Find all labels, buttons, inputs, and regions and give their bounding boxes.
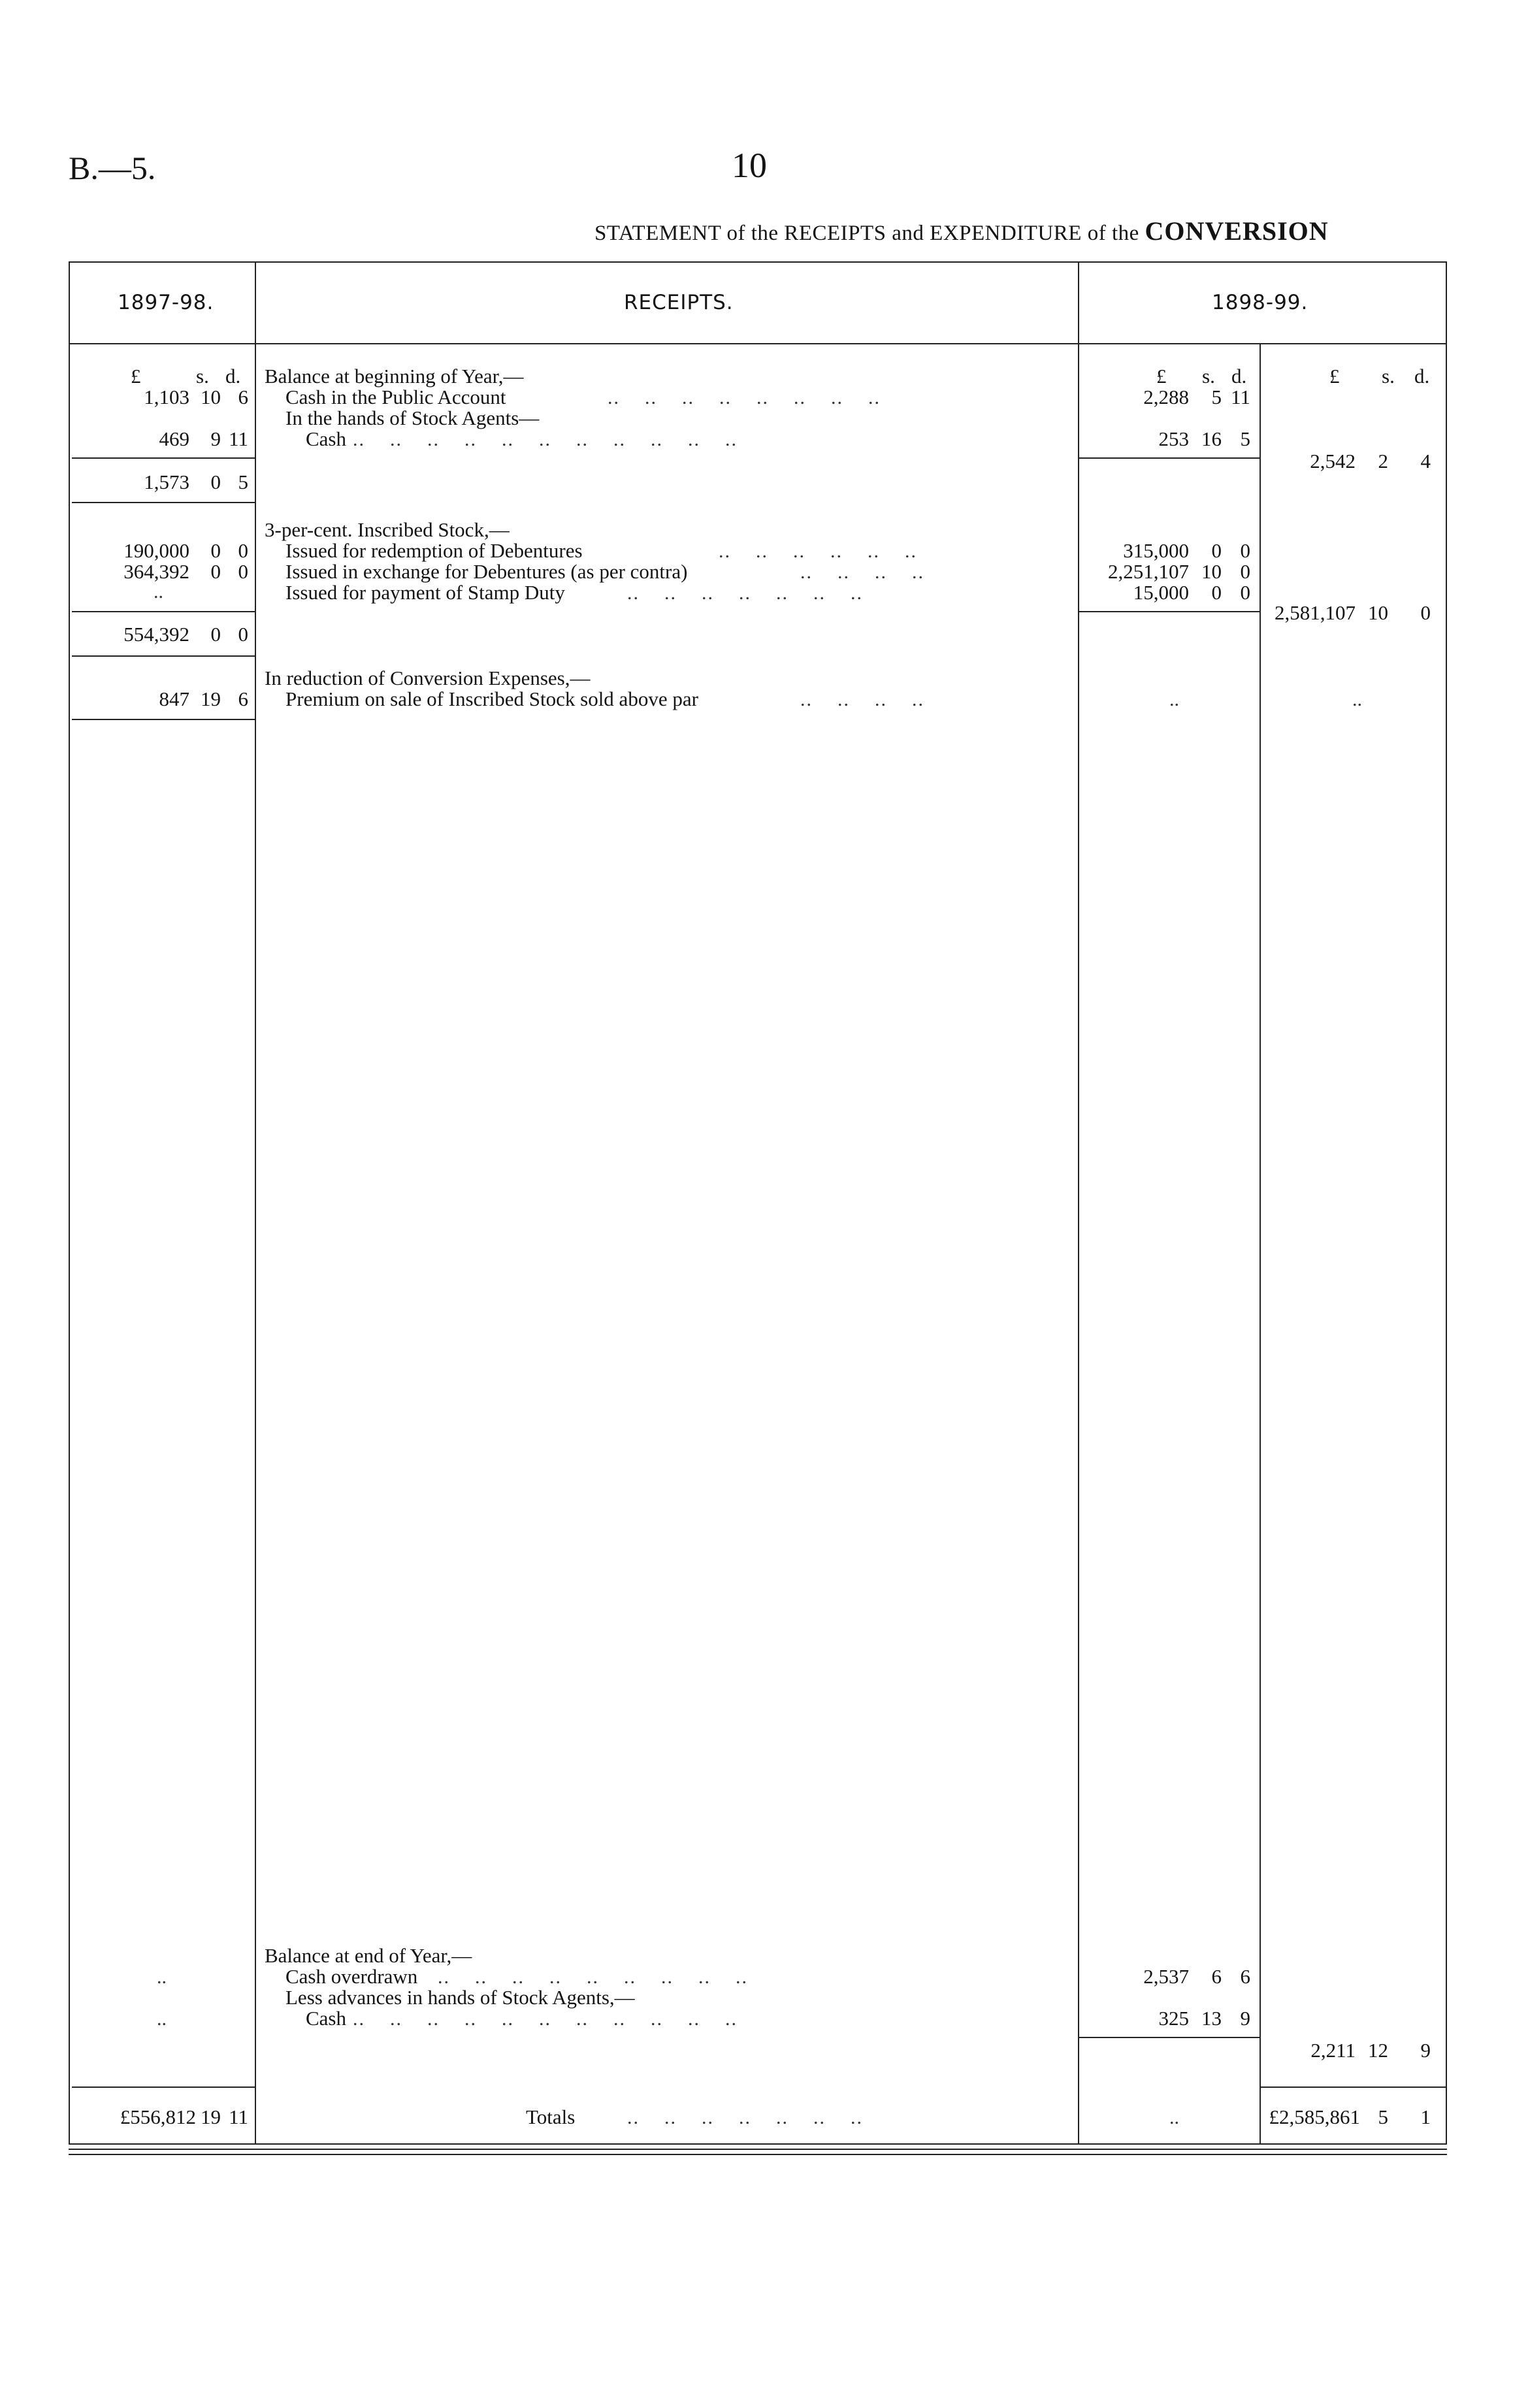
subtotal-rule [72, 611, 255, 612]
stock-line2: Issued in exchange for Debentures (as per contra) [285, 560, 688, 583]
total-amount-pence: 9 [1420, 2039, 1431, 2062]
dot-leader: .. .. .. .. .. .. .. [627, 2107, 863, 2128]
prev-subtotal-pounds: 554,392 [123, 623, 189, 646]
curr-amount-pence: 0 [1240, 581, 1250, 604]
nil-entry: .. [1169, 2107, 1179, 2128]
curr-amount-pounds: 15,000 [1133, 581, 1189, 604]
subtotal-rule [72, 655, 255, 657]
subtotal-rule [72, 502, 255, 503]
prev-amount-pence: 0 [238, 539, 248, 562]
prev-subtotal-shillings: 0 [210, 623, 221, 646]
prev-amount-shillings: 9 [210, 427, 221, 450]
balance-end-line2: Less advances in hands of Stock Agents,— [285, 1986, 635, 2009]
curr-amount-pence: 6 [1240, 1965, 1250, 1988]
balance-end-line3: Cash [306, 2007, 346, 2030]
total-amount-pounds: 2,581,107 [1275, 601, 1356, 624]
subtotal-rule [1079, 2037, 1260, 2038]
curr-amount-pounds: 315,000 [1123, 539, 1189, 562]
prev-grand-total-pounds: £556,812 [120, 2105, 196, 2128]
curr-amount-shillings: 0 [1211, 539, 1222, 562]
column-prev-year: 1897-98. [118, 291, 214, 314]
prev-subtotal-shillings: 0 [210, 470, 221, 493]
totals-rule [72, 2086, 255, 2088]
balance-end-line1: Cash overdrawn [285, 1965, 418, 1988]
reduction-heading: In reduction of Conversion Expenses,— [265, 667, 591, 689]
dot-leader: .. .. .. .. .. .. [719, 540, 917, 562]
prev-grand-total-pence: 11 [229, 2105, 248, 2128]
double-rule-bottom [69, 2154, 1447, 2155]
prev-amount-shillings: 0 [210, 539, 221, 562]
prev-pence-unit: d. [225, 365, 241, 388]
curr-amount-pounds: 2,537 [1143, 1965, 1189, 1988]
stock-line1: Issued for redemption of Debentures [285, 539, 583, 562]
dot-leader: .. .. .. .. [800, 561, 924, 583]
curr-amount-pounds: 325 [1158, 2007, 1189, 2030]
curr-amount-pence: 0 [1240, 539, 1250, 562]
totals-rule [1261, 2086, 1447, 2088]
curr-pound-unit: £ [1156, 365, 1167, 388]
prev-amount-shillings: 0 [210, 560, 221, 583]
stock-line3: Issued for payment of Stamp Duty [285, 581, 565, 604]
prev-amount-pence: 11 [229, 427, 248, 450]
balance-begin-line3: Cash [306, 427, 346, 450]
balance-end-heading: Balance at end of Year,— [265, 1944, 472, 1967]
header-rule [69, 343, 1447, 344]
dot-leader: .. .. .. .. .. .. .. [627, 582, 863, 604]
prev-grand-total-shillings: 19 [201, 2105, 221, 2128]
page-number: 10 [732, 146, 767, 185]
curr-amount-pounds: 253 [1158, 427, 1189, 450]
total-shilling-unit: s. [1382, 365, 1395, 388]
balance-begin-line2: In the hands of Stock Agents— [285, 406, 540, 429]
curr-shilling-unit: s. [1202, 365, 1215, 388]
column-curr-year: 1898-99. [1212, 291, 1309, 314]
title-prefix: STATEMENT of the RECEIPTS and EXPENDITURE of the [594, 222, 1139, 245]
stock-heading: 3-per-cent. Inscribed Stock,— [265, 518, 510, 541]
curr-amount-shillings: 5 [1211, 386, 1222, 408]
prev-amount-pounds: 1,103 [144, 386, 189, 408]
prev-amount-pounds: 190,000 [123, 539, 189, 562]
curr-amount-shillings: 0 [1211, 581, 1222, 604]
vertical-rule-3 [1260, 343, 1261, 2145]
total-amount-shillings: 12 [1368, 2039, 1388, 2062]
total-amount-pence: 4 [1420, 450, 1431, 472]
subtotal-rule [72, 719, 255, 720]
double-rule-top [69, 2149, 1447, 2150]
totals-label: Totals [526, 2105, 576, 2128]
nil-entry: .. [1352, 689, 1362, 710]
prev-amount-shillings: 19 [201, 687, 221, 710]
curr-amount-shillings: 10 [1201, 560, 1222, 583]
curr-amount-shillings: 6 [1211, 1965, 1222, 1988]
document-code: B.—5. [69, 150, 156, 186]
curr-grand-total-shillings: 5 [1378, 2105, 1388, 2128]
dot-leader: .. .. .. .. [800, 689, 924, 710]
balance-begin-heading: Balance at beginning of Year,— [265, 365, 524, 388]
total-amount-pence: 0 [1420, 601, 1431, 624]
prev-amount-pence: 0 [238, 560, 248, 583]
total-amount-shillings: 2 [1378, 450, 1388, 472]
column-receipts: RECEIPTS. [624, 291, 734, 314]
total-pound-unit: £ [1329, 365, 1340, 388]
prev-subtotal-pounds: 1,573 [144, 470, 189, 493]
vertical-rule-1 [255, 261, 256, 2145]
dot-leader: .. .. .. .. .. .. .. .. .. .. .. [353, 429, 738, 450]
curr-amount-pounds: 2,288 [1143, 386, 1189, 408]
prev-pound-unit: £ [131, 365, 141, 388]
prev-amount-pounds: 364,392 [123, 560, 189, 583]
curr-amount-pence: 5 [1240, 427, 1250, 450]
prev-amount-pounds: 469 [159, 427, 189, 450]
prev-amount-pence: 6 [238, 687, 248, 710]
prev-amount-pounds: 847 [159, 687, 189, 710]
prev-amount-shillings: 10 [201, 386, 221, 408]
curr-amount-pence: 9 [1240, 2007, 1250, 2030]
nil-entry: .. [154, 581, 163, 602]
curr-amount-pence: 0 [1240, 560, 1250, 583]
nil-entry: .. [157, 1966, 167, 1988]
title-emphasis: CONVERSION [1145, 216, 1329, 246]
subtotal-rule [1079, 611, 1260, 612]
total-pence-unit: d. [1414, 365, 1430, 388]
reduction-line1: Premium on sale of Inscribed Stock sold above par [285, 687, 698, 710]
curr-amount-shillings: 13 [1201, 2007, 1222, 2030]
curr-grand-total-pence: 1 [1420, 2105, 1431, 2128]
dot-leader: .. .. .. .. .. .. .. .. .. [438, 1966, 748, 1988]
curr-grand-total-pounds: £2,585,861 [1269, 2105, 1360, 2128]
subtotal-rule [1079, 457, 1260, 459]
curr-pence-unit: d. [1231, 365, 1247, 388]
subtotal-rule [72, 457, 255, 459]
total-amount-pounds: 2,542 [1310, 450, 1356, 472]
prev-shilling-unit: s. [196, 365, 209, 388]
curr-amount-pence: 11 [1231, 386, 1250, 408]
curr-amount-pounds: 2,251,107 [1108, 560, 1189, 583]
curr-amount-shillings: 16 [1201, 427, 1222, 450]
dot-leader: .. .. .. .. .. .. .. .. [608, 387, 881, 408]
prev-subtotal-pence: 5 [238, 470, 248, 493]
prev-subtotal-pence: 0 [238, 623, 248, 646]
balance-begin-line1: Cash in the Public Account [285, 386, 506, 408]
nil-entry: .. [157, 2008, 167, 2030]
total-amount-pounds: 2,211 [1310, 2039, 1356, 2062]
prev-amount-pence: 6 [238, 386, 248, 408]
nil-entry: .. [1169, 689, 1179, 710]
dot-leader: .. .. .. .. .. .. .. .. .. .. .. [353, 2008, 738, 2030]
statement-title [594, 216, 1329, 246]
total-amount-shillings: 10 [1368, 601, 1388, 624]
vertical-rule-2 [1078, 261, 1079, 2145]
